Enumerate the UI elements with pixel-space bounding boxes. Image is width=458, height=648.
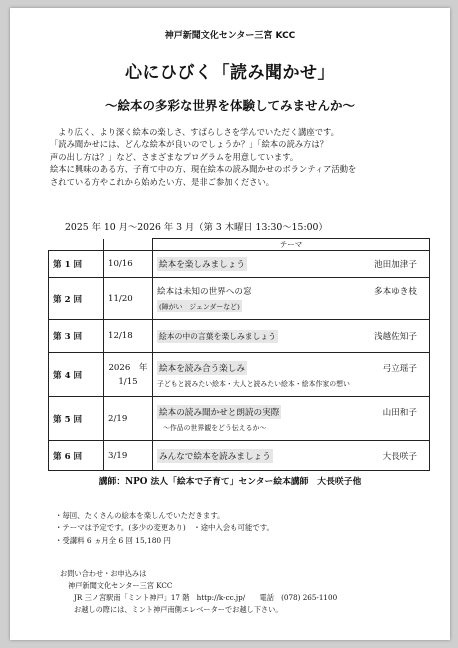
intro-paragraph [50,126,430,188]
flyer-page [10,8,450,640]
session-subtheme: (障がい ジェンダーなど) [157,300,242,312]
session-date: 10/16 [104,251,153,278]
session-theme-cell [153,251,430,278]
schedule-table [48,238,430,471]
table-row [49,251,430,278]
session-instructor: 山田和子 [382,408,417,418]
note-item: ・受講料 6 ヵ月全 6 回 15,180 円 [55,535,171,545]
lecturer-info: 講師：NPO 法人「絵本で子育て」センター絵本講師 大長咲子他 [98,477,362,487]
session-instructor: 多本ゆき枝 [374,287,417,297]
table-header-row [49,239,430,251]
header-blank-cell [49,239,104,251]
note-item: ・テーマは予定です。(多少の変更あり) ・途中入会も可能です。 [55,523,274,533]
session-subtheme: 子どもと読みたい絵本・大人と読みたい絵本・絵本作家の想い [157,380,350,388]
session-theme: みんなで絵本を読みましょう [157,449,273,463]
organization-name: 神戸新聞文化センター三宮 KCC [164,31,296,41]
session-number: 第 2 回 [49,278,104,320]
session-instructor: 池田加津子 [374,260,417,270]
note-item: ・毎回、たくさんの絵本を楽しんでいただきます。 [55,511,225,520]
session-number: 第 5 回 [49,397,104,441]
session-number: 第 4 回 [49,353,104,397]
schedule-title: 2025 年 10 月～2026 年 3 月（第 3 木曜日 13:30～15:00） [65,222,328,233]
intro-line: より広く、より深く絵本の楽しさ、すばらしさを学んでいただく講座です。 [58,127,339,137]
table-row [49,353,430,397]
page-subtitle: ～絵本の多彩な世界を体験してみませんか～ [104,98,355,113]
session-theme: 絵本の読み聞かせと朗読の実際 [157,405,281,419]
session-date: 2/19 [104,397,153,441]
session-theme-cell [153,441,430,471]
session-theme-cell [153,278,430,320]
contact-access-note: お越しの際には、ミント神戸南側エレベーターでお越し下さい。 [74,605,283,614]
session-date: 1/15 [118,376,138,387]
session-instructor: 浅越佐知子 [374,332,417,342]
session-date: 3/19 [104,441,153,471]
session-theme-cell [153,320,430,353]
session-theme: 絵本は未知の世界への窓 [157,287,252,297]
session-number: 第 1 回 [49,251,104,278]
session-theme: 絵本を楽しみましょう [157,257,247,271]
header-blank-cell [104,239,153,251]
session-theme-cell [153,397,430,441]
session-subtheme: ～作品の世界観をどう伝えるか～ [163,424,267,432]
contact-organization: 神戸新聞文化センター三宮 KCC [68,581,173,590]
theme-column-header: テーマ [153,239,430,251]
contact-heading: お問い合わせ・お申込みは [60,569,147,578]
table-row [49,397,430,441]
session-date-cell [104,353,153,397]
session-date: 12/18 [104,320,153,353]
intro-line: 声の出し方は？」など、さまざまなプログラムを用意しています。 [50,151,299,162]
notes-list [55,510,274,547]
session-instructor: 大長咲子 [382,451,417,462]
session-number: 第 3 回 [49,320,104,353]
session-instructor: 弓立瑶子 [382,364,417,374]
intro-line: 絵本に興味のある方、子育て中の方、現在絵本の読み聞かせのボランティア活動を [50,164,357,175]
session-date: 11/20 [104,278,153,320]
table-row [49,278,430,320]
session-number: 第 6 回 [49,441,104,471]
intro-line: されている方やこれから始めたい方、是非ご参加ください。 [50,176,275,187]
session-year: 2026 年 [108,362,148,373]
contact-section [60,568,337,616]
session-theme: 絵本の中の言葉を楽しみましょう [159,331,276,341]
session-theme-cell [153,353,430,397]
intro-line: 「読み聞かせには、どんな絵本が良いのでしょうか？」「絵本の読み方は？ [50,139,328,150]
page-title: 心にひびく「読み聞かせ」 [125,63,335,83]
table-row [49,441,430,471]
contact-address: JR 三ノ宮駅南「ミント神戸」17 階 http://k-cc.jp/ 電話 (078) 265-1100 [74,593,338,602]
session-theme: 絵本を読み合う楽しみ [157,361,247,375]
table-row [49,320,430,353]
